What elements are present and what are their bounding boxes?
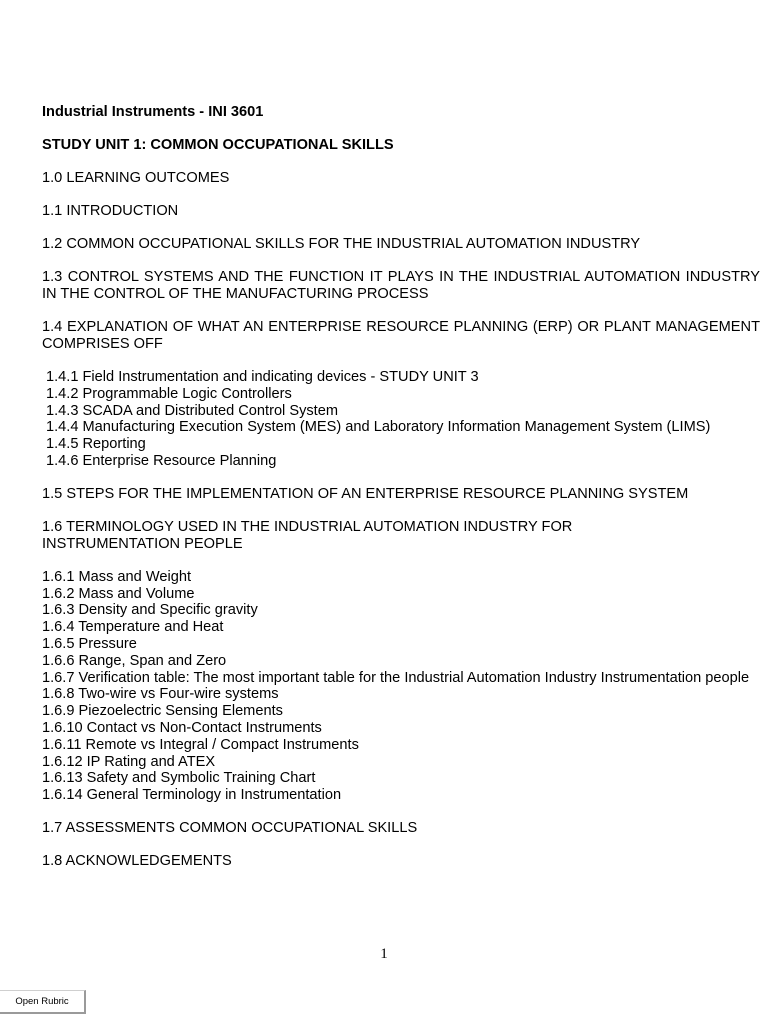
list-item: 1.4.1 Field Instrumentation and indicating devices - STUDY UNIT 3 (46, 369, 479, 385)
subsection-list-1-4 (42, 369, 760, 470)
section-heading: 1.0 LEARNING OUTCOMES (42, 170, 230, 186)
study-unit-heading: STUDY UNIT 1: COMMON OCCUPATIONAL SKILLS (42, 137, 394, 153)
list-item: 1.6.1 Mass and Weight (42, 568, 191, 585)
list-item: 1.6.6 Range, Span and Zero (42, 652, 227, 669)
document-title: Industrial Instruments - INI 3601 (42, 104, 264, 120)
section-heading: 1.8 ACKNOWLEDGEMENTS (42, 852, 232, 869)
section-heading: 1.7 ASSESSMENTS COMMON OCCUPATIONAL SKILLS (42, 819, 418, 836)
list-item: 1.4.5 Reporting (46, 436, 146, 453)
list-item: 1.4.3 SCADA and Distributed Control System (46, 402, 339, 419)
list-item: 1.6.9 Piezoelectric Sensing Elements (42, 703, 283, 720)
list-item: 1.6.14 General Terminology in Instrumentation (42, 787, 342, 804)
list-item: 1.6.8 Two-wire vs Four-wire systems (42, 686, 279, 703)
open-rubric-button[interactable]: Open Rubric (0, 990, 86, 1014)
section-heading-line: 1.6 TERMINOLOGY USED IN THE INDUSTRIAL AUTOMATION INDUSTRY FOR (42, 518, 573, 535)
section-heading: 1.3 CONTROL SYSTEMS AND THE FUNCTION IT PLAYS IN THE INDUSTRIAL AUTOMATION INDUSTRY IN THE CONTROL OF THE MANUFACTURING PROCESS (42, 269, 760, 302)
subsection-list-1-6 (42, 569, 760, 804)
list-item: 1.6.12 IP Rating and ATEX (42, 753, 216, 770)
list-item: 1.4.4 Manufacturing Execution System (MES) and Laboratory Information Management System (LIMS) (46, 419, 711, 436)
section-heading (42, 519, 760, 553)
document-page (42, 104, 760, 870)
section-heading-line: INSTRUMENTATION PEOPLE (42, 535, 243, 552)
list-item: 1.6.7 Verification table: The most important table for the Industrial Automation Industry Instrumentation people (42, 669, 750, 686)
list-item: 1.4.2 Programmable Logic Controllers (46, 385, 292, 402)
list-item: 1.6.10 Contact vs Non-Contact Instruments (42, 719, 322, 736)
section-heading: 1.2 COMMON OCCUPATIONAL SKILLS FOR THE INDUSTRIAL AUTOMATION INDUSTRY (42, 236, 641, 252)
list-item: 1.6.11 Remote vs Integral / Compact Instruments (42, 736, 359, 753)
list-item: 1.6.4 Temperature and Heat (42, 619, 224, 636)
section-heading: 1.4 EXPLANATION OF WHAT AN ENTERPRISE RESOURCE PLANNING (ERP) OR PLANT MANAGEMENT COMPRISES OFF (42, 319, 760, 352)
list-item: 1.6.13 Safety and Symbolic Training Chart (42, 770, 316, 787)
list-item: 1.6.5 Pressure (42, 635, 137, 652)
section-heading: 1.1 INTRODUCTION (42, 203, 179, 219)
page-number: 1 (380, 946, 388, 962)
list-item: 1.4.6 Enterprise Resource Planning (46, 452, 277, 469)
list-item: 1.6.2 Mass and Volume (42, 585, 195, 602)
list-item: 1.6.3 Density and Specific gravity (42, 602, 258, 619)
section-heading: 1.5 STEPS FOR THE IMPLEMENTATION OF AN ENTERPRISE RESOURCE PLANNING SYSTEM (42, 485, 689, 502)
